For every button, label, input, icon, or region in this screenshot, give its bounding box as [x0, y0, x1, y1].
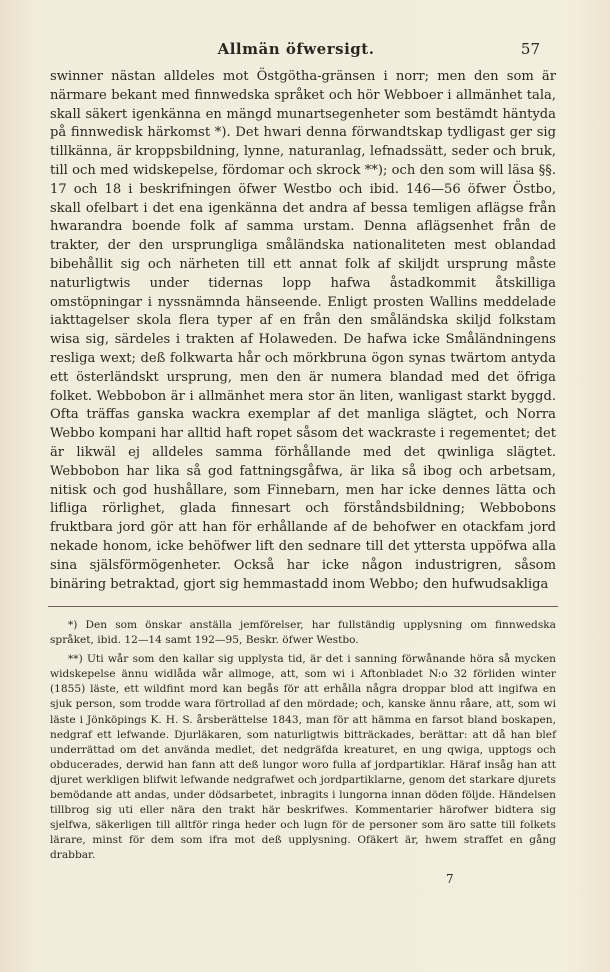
page-number: 57 — [520, 40, 540, 58]
main-text — [50, 68, 556, 594]
main-paragraph: swinner nästan alldeles mot Östgötha-gränsen i norr; men den som är närmare bekant med finnwedska språket och hör Webboer i allmänhet tala, skall säkert igenkänna en mängd munartsegenheter som bestämdt häntyda på finnwedisk härkomst *). Det hwari denna förwandtskap tydligast ger sig tillkänna, är kroppsbildning, lynne, naturanlag, lefnadssätt, seder och bruk, till och med widskepelse, fördomar och skrock **); och den som will läsa §§. 17 och 18 i beskrifningen öfwer Westbo och ibid. 146—56 öfwer Östbo, skall ofelbart i det ena igenkänna det andra af bessa temligen aflägse från hwarandra boende folk af samma urstam. Denna aflägsenhet från de trakter, der den ursprungliga småländska nationaliteten mest oblandad bibehållit sig och närheten till ett annat folk af skiljdt ursprung måste naturligtwis under tidernas lopp hafwa åstadkommit åtskilliga omstöpningar i nyssnämnda hänseende. Enligt prosten Wallins meddelade iakttagelser skola flera typer af en från den småländska skiljd folkstam wisa sig, särdeles i trakten af Holaweden. De hafwa icke Småländningens resliga wext; deß folkwarta hår och mörkbruna ögon synas twärtom antyda ett österländskt ursprung, men den är numera blandad med det öfriga folket. Webbobon är i allmänhet mera stor än liten, wanligast starkt byggd. Ofta träffas ganska wackra exemplar af det manliga slägtet, och Norra Webbo kompani har alltid haft ropet såsom det wackraste i regementet; det är likwäl ej alldeles samma förhållande med det qwinliga slägtet. Webbobon har lika så god fattningsgåfwa, är lika så ibog och arbetsam, nitisk och god hushållare, som Finnebarn, men har icke dennes lätta och lifliga rörlighet, glada finnesart och förståndsbildning; Webbobons fruktbara jord gör att han för erhållande af de behofwer en otackfam jord nekade honom, icke behöfwer lift den sednare till det yttersta uppöfwa alla sina själsförmögenheter. Också har icke någon industrigren, såsom binäring betraktad, gjort sig hemmastadd inom Webbo; den hufwudsakliga — [50, 69, 556, 592]
footnotes — [50, 618, 556, 868]
page-header — [52, 40, 540, 66]
printer-signature: 7 — [446, 872, 454, 886]
footnote-separator — [48, 606, 558, 607]
footnote-1: *) Den som önskar anställa jemförelser, har fullständig upplysning om finnwedska språket, ibid. 12—14 samt 192—95, Beskr. öfwer Westbo. — [50, 619, 556, 647]
footnote-2: **) Uti wår som den kallar sig upplysta tid, är det i sanning förwånande höra så mycken widskepelse ännu widlåda wår allmoge, att, som wi i Aftonbladet N:o 32 förliden winter (1855) läste, ett wildfint mord kan begås för att erhålla några droppar blod att ingifwa en sjuk person, som trodde wara förtrollad af den mördade; och, kanske ännu råare, att, som wi läste i Jönköpings K. H. S. årsberättelse 1843, man för att hämma en farsot bland boskapen, nedgraf ett lefwande. Djurläkaren, som naturligtwis bitträckades, berättar: att då han blef underrättad om det använda medlet, det nedgräfda kreaturet, en ung qwiga, upptogs och obducerades, derwid han fann att deß lungor woro fulla af jordpartiklar. Häraf insåg han att djuret werkligen blifwit lefwande nedgrafwet och jordpartiklarne, genom det starkare djurets bemödande att andas, under dödsarbetet, inbragits i lungorna innan döden följde. Händelsen tillbrog sig uti eller nära den trakt här beskrifwes. Kommentarier härofwer bidtera sig sjelfwa, säkerligen till alltför ringa heder och lugn för de personer som äro satte till folkets lärare, minst för dem som ifra mot deß upplysning. Ofäkert är, hwem straffet en gång drabbar. — [50, 653, 556, 862]
running-title: Allmän öfwersigt. — [217, 40, 375, 58]
